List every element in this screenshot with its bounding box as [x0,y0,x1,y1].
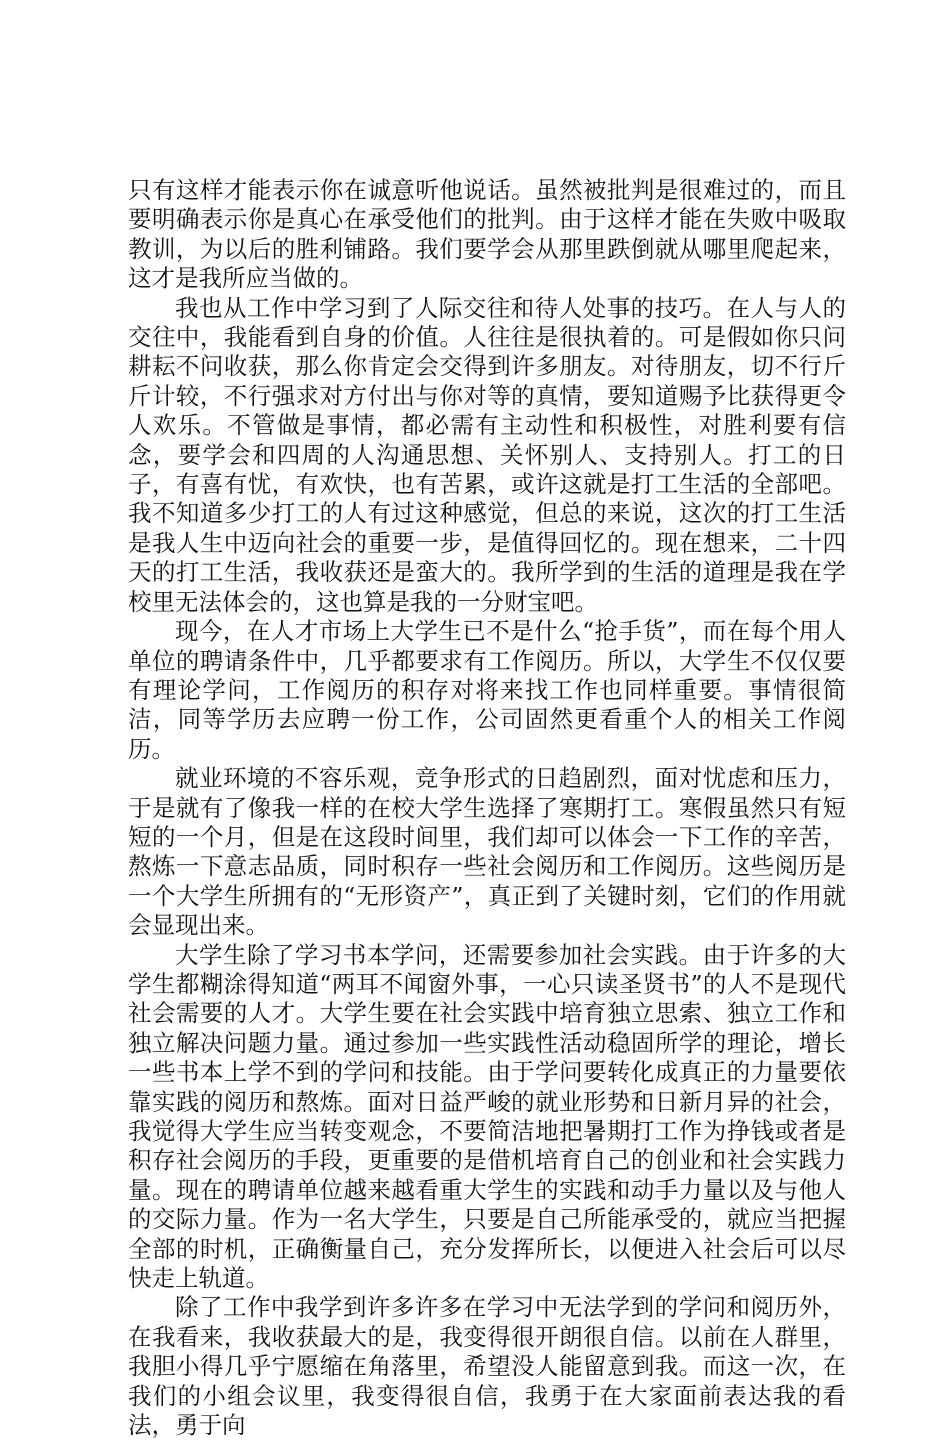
paragraph-6: 除了工作中我学到许多许多在学习中无法学到的学问和阅历外，在我看来，我收获最大的是，我变得很开朗很自信。以前在人群里，我胆小得几乎宁愿缩在角落里，希望没人能留意到我。而这一次，在我们的小组会议里，我变得很自信，我勇于在大家面前表达我的看法，勇于向 [128,1293,846,1440]
paragraph-3: 现今，在人才市场上大学生已不是什么“抢手货”，而在每个用人单位的聘请条件中，几乎都要求有工作阅历。所以，大学生不仅仅要有理论学问，工作阅历的积存对将来找工作也同样重要。事情很简洁，同等学历去应聘一份工作，公司固然更看重个人的相关工作阅历。 [128,617,846,763]
paragraph-2: 我也从工作中学习到了人际交往和待人处事的技巧。在人与人的交往中，我能看到自身的价值。人往往是很执着的。可是假如你只问耕耘不问收获，那么你肯定会交得到许多朋友。对待朋友，切不行斤斤计较，不行强求对方付出与你对等的真情，要知道赐予比获得更令人欢乐。不管做是事情，都必需有主动性和积极性，对胜利要有信念，要学会和四周的人沟通思想、关怀别人、支持别人。打工的日子，有喜有忧，有欢快，也有苦累，或许这就是打工生活的全部吧。我不知道多少打工的人有过这种感觉，但总的来说，这次的打工生活是我人生中迈向社会的重要一步，是值得回忆的。现在想来，二十四天的打工生活，我收获还是蛮大的。我所学到的生活的道理是我在学校里无法体会的，这也算是我的一分财宝吧。 [128,293,846,616]
paragraph-4: 就业环境的不容乐观，竞争形式的日趋剧烈，面对忧虑和压力，于是就有了像我一样的在校大学生选择了寒期打工。寒假虽然只有短短的一个月，但是在这段时间里，我们却可以体会一下工作的辛苦，熬炼一下意志品质，同时积存一些社会阅历和工作阅历。这些阅历是一个大学生所拥有的“无形资产”，真正到了关键时刻，它们的作用就会显现出来。 [128,764,846,940]
paragraph-5: 大学生除了学习书本学问，还需要参加社会实践。由于许多的大学生都糊涂得知道“两耳不闻窗外事，一心只读圣贤书”的人不是现代社会需要的人才。大学生要在社会实践中培育独立思索、独立工作和独立解决问题力量。通过参加一些实践性活动稳固所学的理论，增长一些书本上学不到的学问和技能。由于学问要转化成真正的力量要依靠实践的阅历和熬炼。面对日益严峻的就业形势和日新月异的社会，我觉得大学生应当转变观念，不要简洁地把暑期打工作为挣钱或者是积存社会阅历的手段，更重要的是借机培育自己的创业和社会实践力量。现在的聘请单位越来越看重大学生的实践和动手力量以及与他人的交际力量。作为一名大学生，只要是自己所能承受的，就应当把握全部的时机，正确衡量自己，充分发挥所长，以便进入社会后可以尽快走上轨道。 [128,940,846,1293]
body-text [128,176,846,1440]
paragraph-1: 只有这样才能表示你在诚意听他说话。虽然被批判是很难过的，而且要明确表示你是真心在承受他们的批判。由于这样才能在失败中吸取教训，为以后的胜利铺路。我们要学会从那里跌倒就从哪里爬起来，这才是我所应当做的。 [128,176,846,293]
